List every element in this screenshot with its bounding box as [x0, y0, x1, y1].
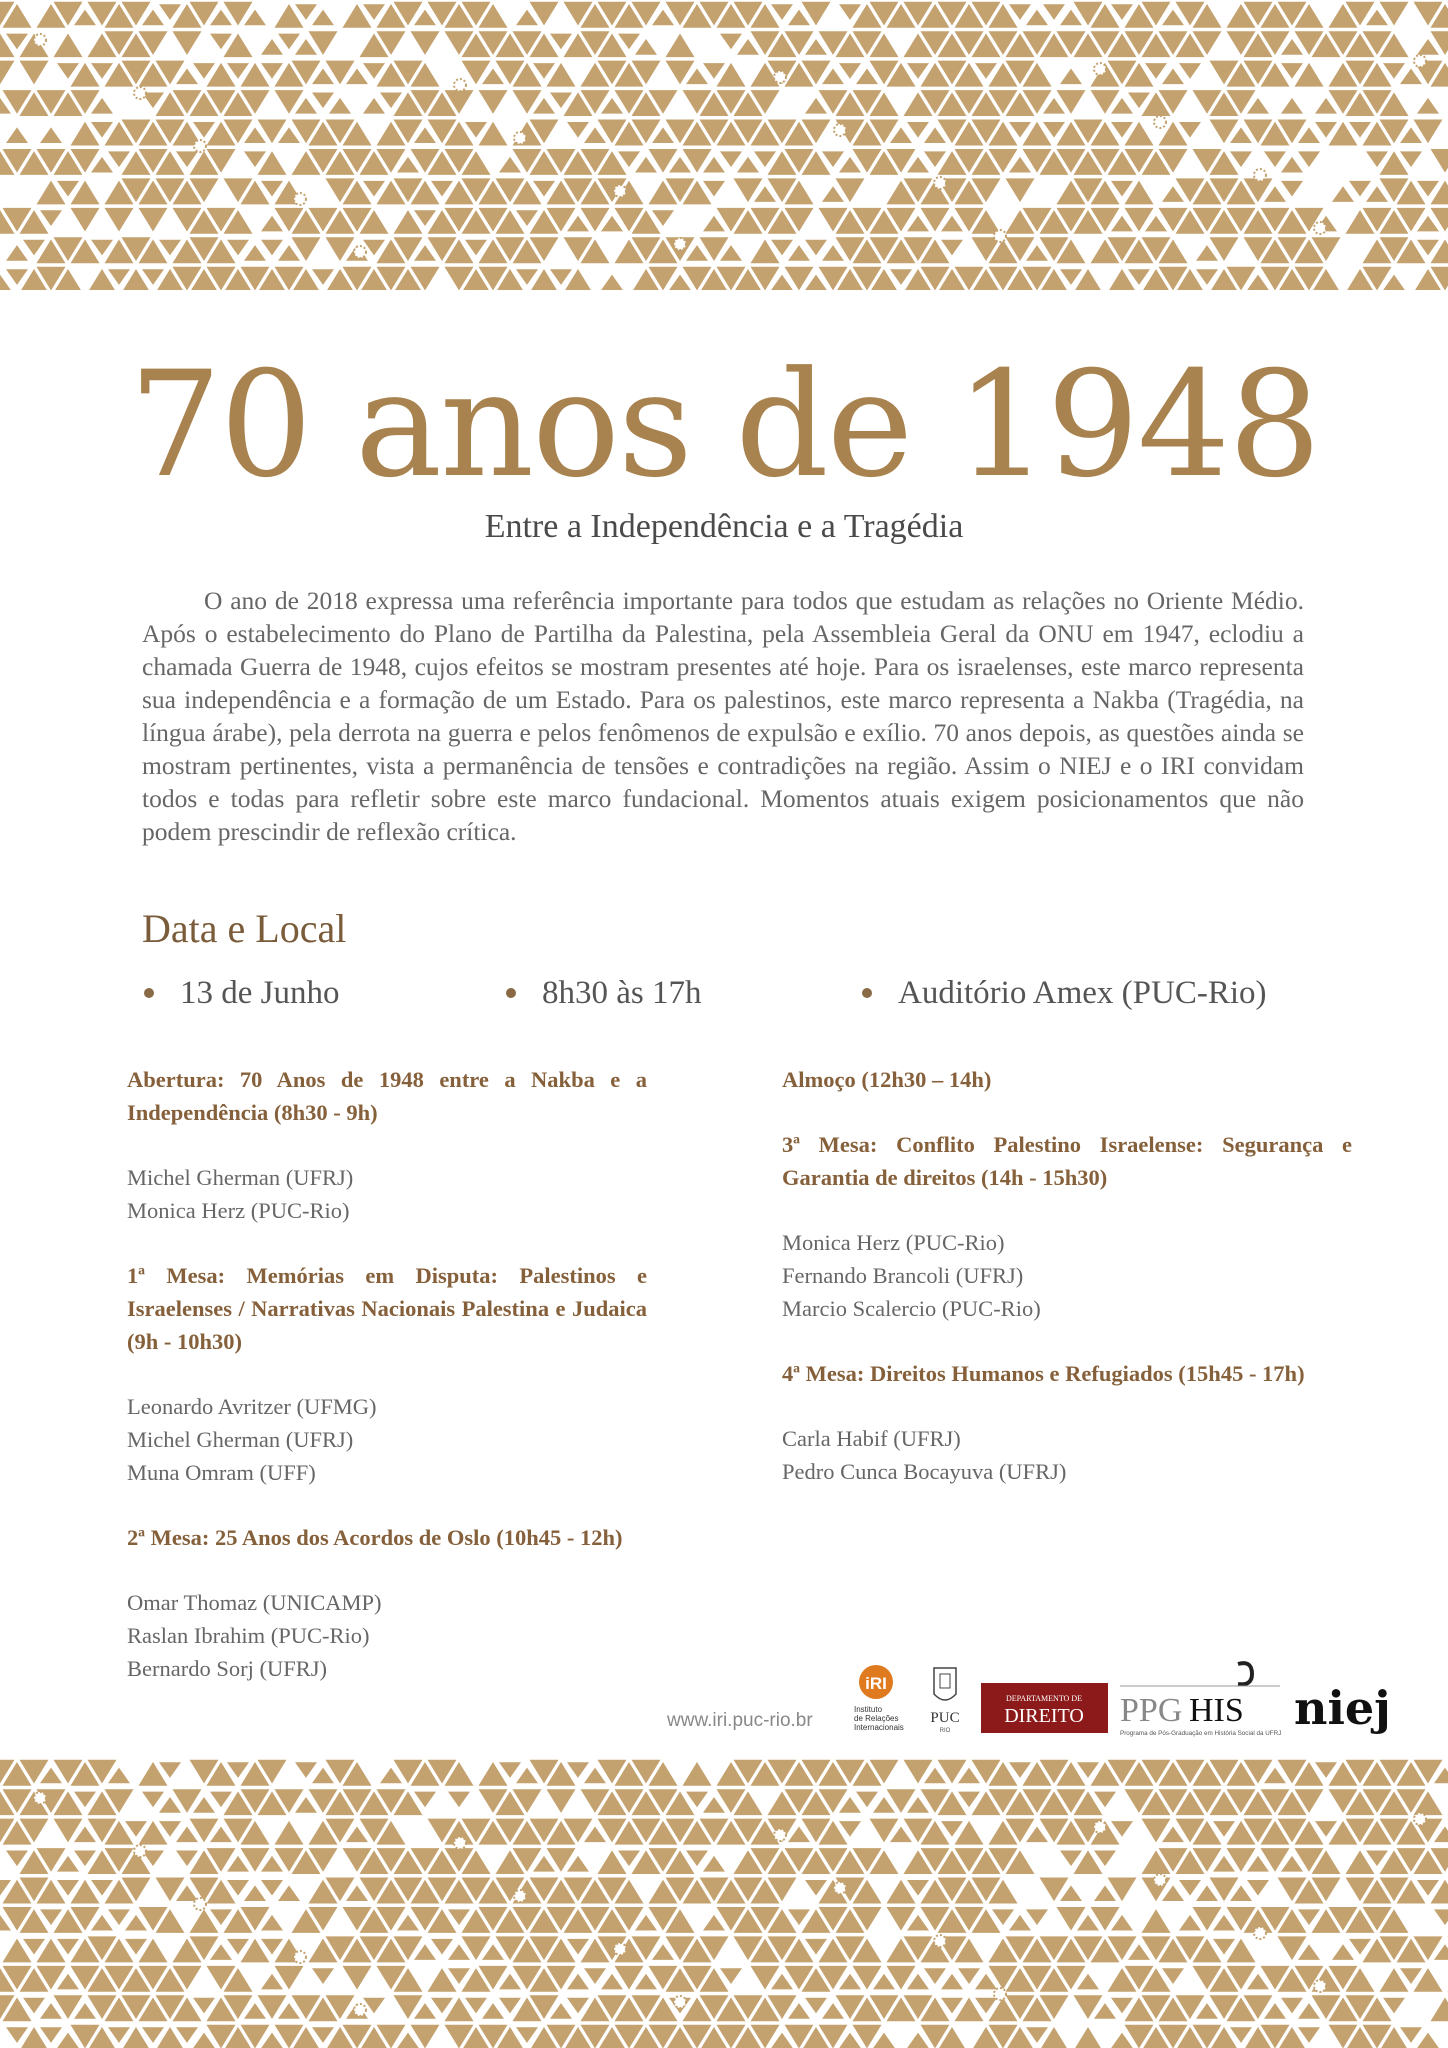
- intro-paragraph: O ano de 2018 expressa uma referência importante para todos que estudam as relações no Oriente Médio. Após o estabelecimento do Plano de Partilha da Palestina, pela Assembleia Geral da ONU em 1947, eclodiu a chamada Guerra de 1948, cujos efeitos se mostram presentes até hoje. Para os israelenses, este marco representa sua independência e a formação de um Estado. Para os palestinos, este marco representa a Nakba (Tragédia, na língua árabe), pela derrota na guerra e pelos fenômenos de expulsão e exílio. 70 anos depois, as questões ainda se mostram pertinentes, vista a permanência de tensões e contradições na região. Assim o NIEJ e o IRI convidam todos e todas para refletir sobre este marco fundacional. Momentos atuais exigem posicionamentos que não podem prescindir de reflexão crítica.: [142, 586, 1304, 846]
- session-speakers: [127, 1161, 647, 1227]
- svg-text:PUC: PUC: [930, 1710, 960, 1726]
- direito-logo: [981, 1683, 1108, 1733]
- iri-logo: [854, 1665, 904, 1732]
- session-title: 1ª Mesa: Memórias em Disputa: Palestinos e Israelenses / Narrativas Nacionais Palestina e Judaica (9h - 10h30): [127, 1263, 647, 1354]
- event-date: [144, 975, 340, 1012]
- session-title: 4ª Mesa: Direitos Humanos e Refugiados (15h45 - 17h): [782, 1361, 1305, 1386]
- svg-text:RIO: RIO: [939, 1728, 951, 1734]
- event-time: [506, 975, 702, 1012]
- svg-text:iRI: iRI: [865, 1674, 887, 1693]
- session-speakers: [782, 1226, 1352, 1325]
- page-subtitle: Entre a Independência e a Tragédia: [484, 508, 964, 545]
- svg-text:de Relações: de Relações: [854, 1714, 899, 1723]
- speaker: Michel Gherman (UFRJ): [127, 1427, 354, 1452]
- svg-text:PPG: PPG: [1120, 1692, 1183, 1729]
- speaker: Leonardo Avritzer (UFMG): [127, 1394, 377, 1419]
- session-speakers: [782, 1422, 1352, 1488]
- speaker: Fernando Brancoli (UFRJ): [782, 1263, 1024, 1288]
- svg-text:Instituto: Instituto: [854, 1705, 883, 1714]
- event-place: [862, 975, 1267, 1012]
- speaker: Raslan Ibrahim (PUC-Rio): [127, 1623, 370, 1648]
- session-title: 3ª Mesa: Conflito Palestino Israelense: Segurança e Garantia de direitos (14h - 15h30): [782, 1132, 1352, 1190]
- triangle-pattern: [0, 0, 1448, 290]
- speaker: Monica Herz (PUC-Rio): [782, 1230, 1005, 1255]
- bullet-icon: [506, 988, 516, 998]
- triangle-pattern: [0, 1758, 1448, 2048]
- svg-text:Programa de Pós-Graduação em H: Programa de Pós-Graduação em História Social da UFRJ: [1120, 1730, 1282, 1737]
- speaker: Pedro Cunca Bocayuva (UFRJ): [782, 1459, 1067, 1484]
- svg-text:DEPARTAMENTO DE: DEPARTAMENTO DE: [1006, 1694, 1082, 1703]
- top-pattern-band: [0, 0, 1448, 290]
- niej-logo: [1294, 1681, 1391, 1735]
- ppghis-logo: [1120, 1663, 1281, 1737]
- program-right-column: [782, 1063, 1352, 1520]
- svg-text:DIREITO: DIREITO: [1004, 1705, 1084, 1727]
- speaker: Monica Herz (PUC-Rio): [127, 1198, 350, 1223]
- event-date-text: 13 de Junho: [180, 975, 340, 1011]
- session-title: Abertura: 70 Anos de 1948 entre a Nakba e a Independência (8h30 - 9h): [127, 1067, 647, 1125]
- data-local-heading: Data e Local: [142, 906, 347, 951]
- puc-logo: [930, 1668, 959, 1734]
- session-speakers: [127, 1390, 647, 1489]
- svg-text:niej: niej: [1294, 1681, 1391, 1735]
- session-title: 2ª Mesa: 25 Anos dos Acordos de Oslo (10h45 - 12h): [127, 1525, 623, 1550]
- sponsor-logos: [848, 1660, 1428, 1740]
- speaker: Muna Omram (UFF): [127, 1460, 316, 1485]
- program-left-column: [127, 1063, 647, 1717]
- svg-text:HIS: HIS: [1189, 1692, 1244, 1729]
- bullet-icon: [862, 988, 872, 998]
- speaker: Marcio Scalercio (PUC-Rio): [782, 1296, 1041, 1321]
- speaker: Bernardo Sorj (UFRJ): [127, 1656, 327, 1681]
- session-speakers: [127, 1586, 647, 1685]
- bottom-pattern-band: [0, 1758, 1448, 2048]
- speaker: Carla Habif (UFRJ): [782, 1426, 961, 1451]
- event-place-text: Auditório Amex (PUC-Rio): [898, 975, 1267, 1011]
- website-link[interactable]: www.iri.puc-rio.br: [667, 1710, 813, 1731]
- speaker: Omar Thomaz (UNICAMP): [127, 1590, 382, 1615]
- bullet-icon: [144, 988, 154, 998]
- session-title: Almoço (12h30 – 14h): [782, 1067, 992, 1092]
- page-title: 70 anos de 1948: [128, 340, 1320, 510]
- event-time-text: 8h30 às 17h: [542, 975, 702, 1011]
- svg-text:Internacionais: Internacionais: [854, 1723, 904, 1732]
- speaker: Michel Gherman (UFRJ): [127, 1165, 354, 1190]
